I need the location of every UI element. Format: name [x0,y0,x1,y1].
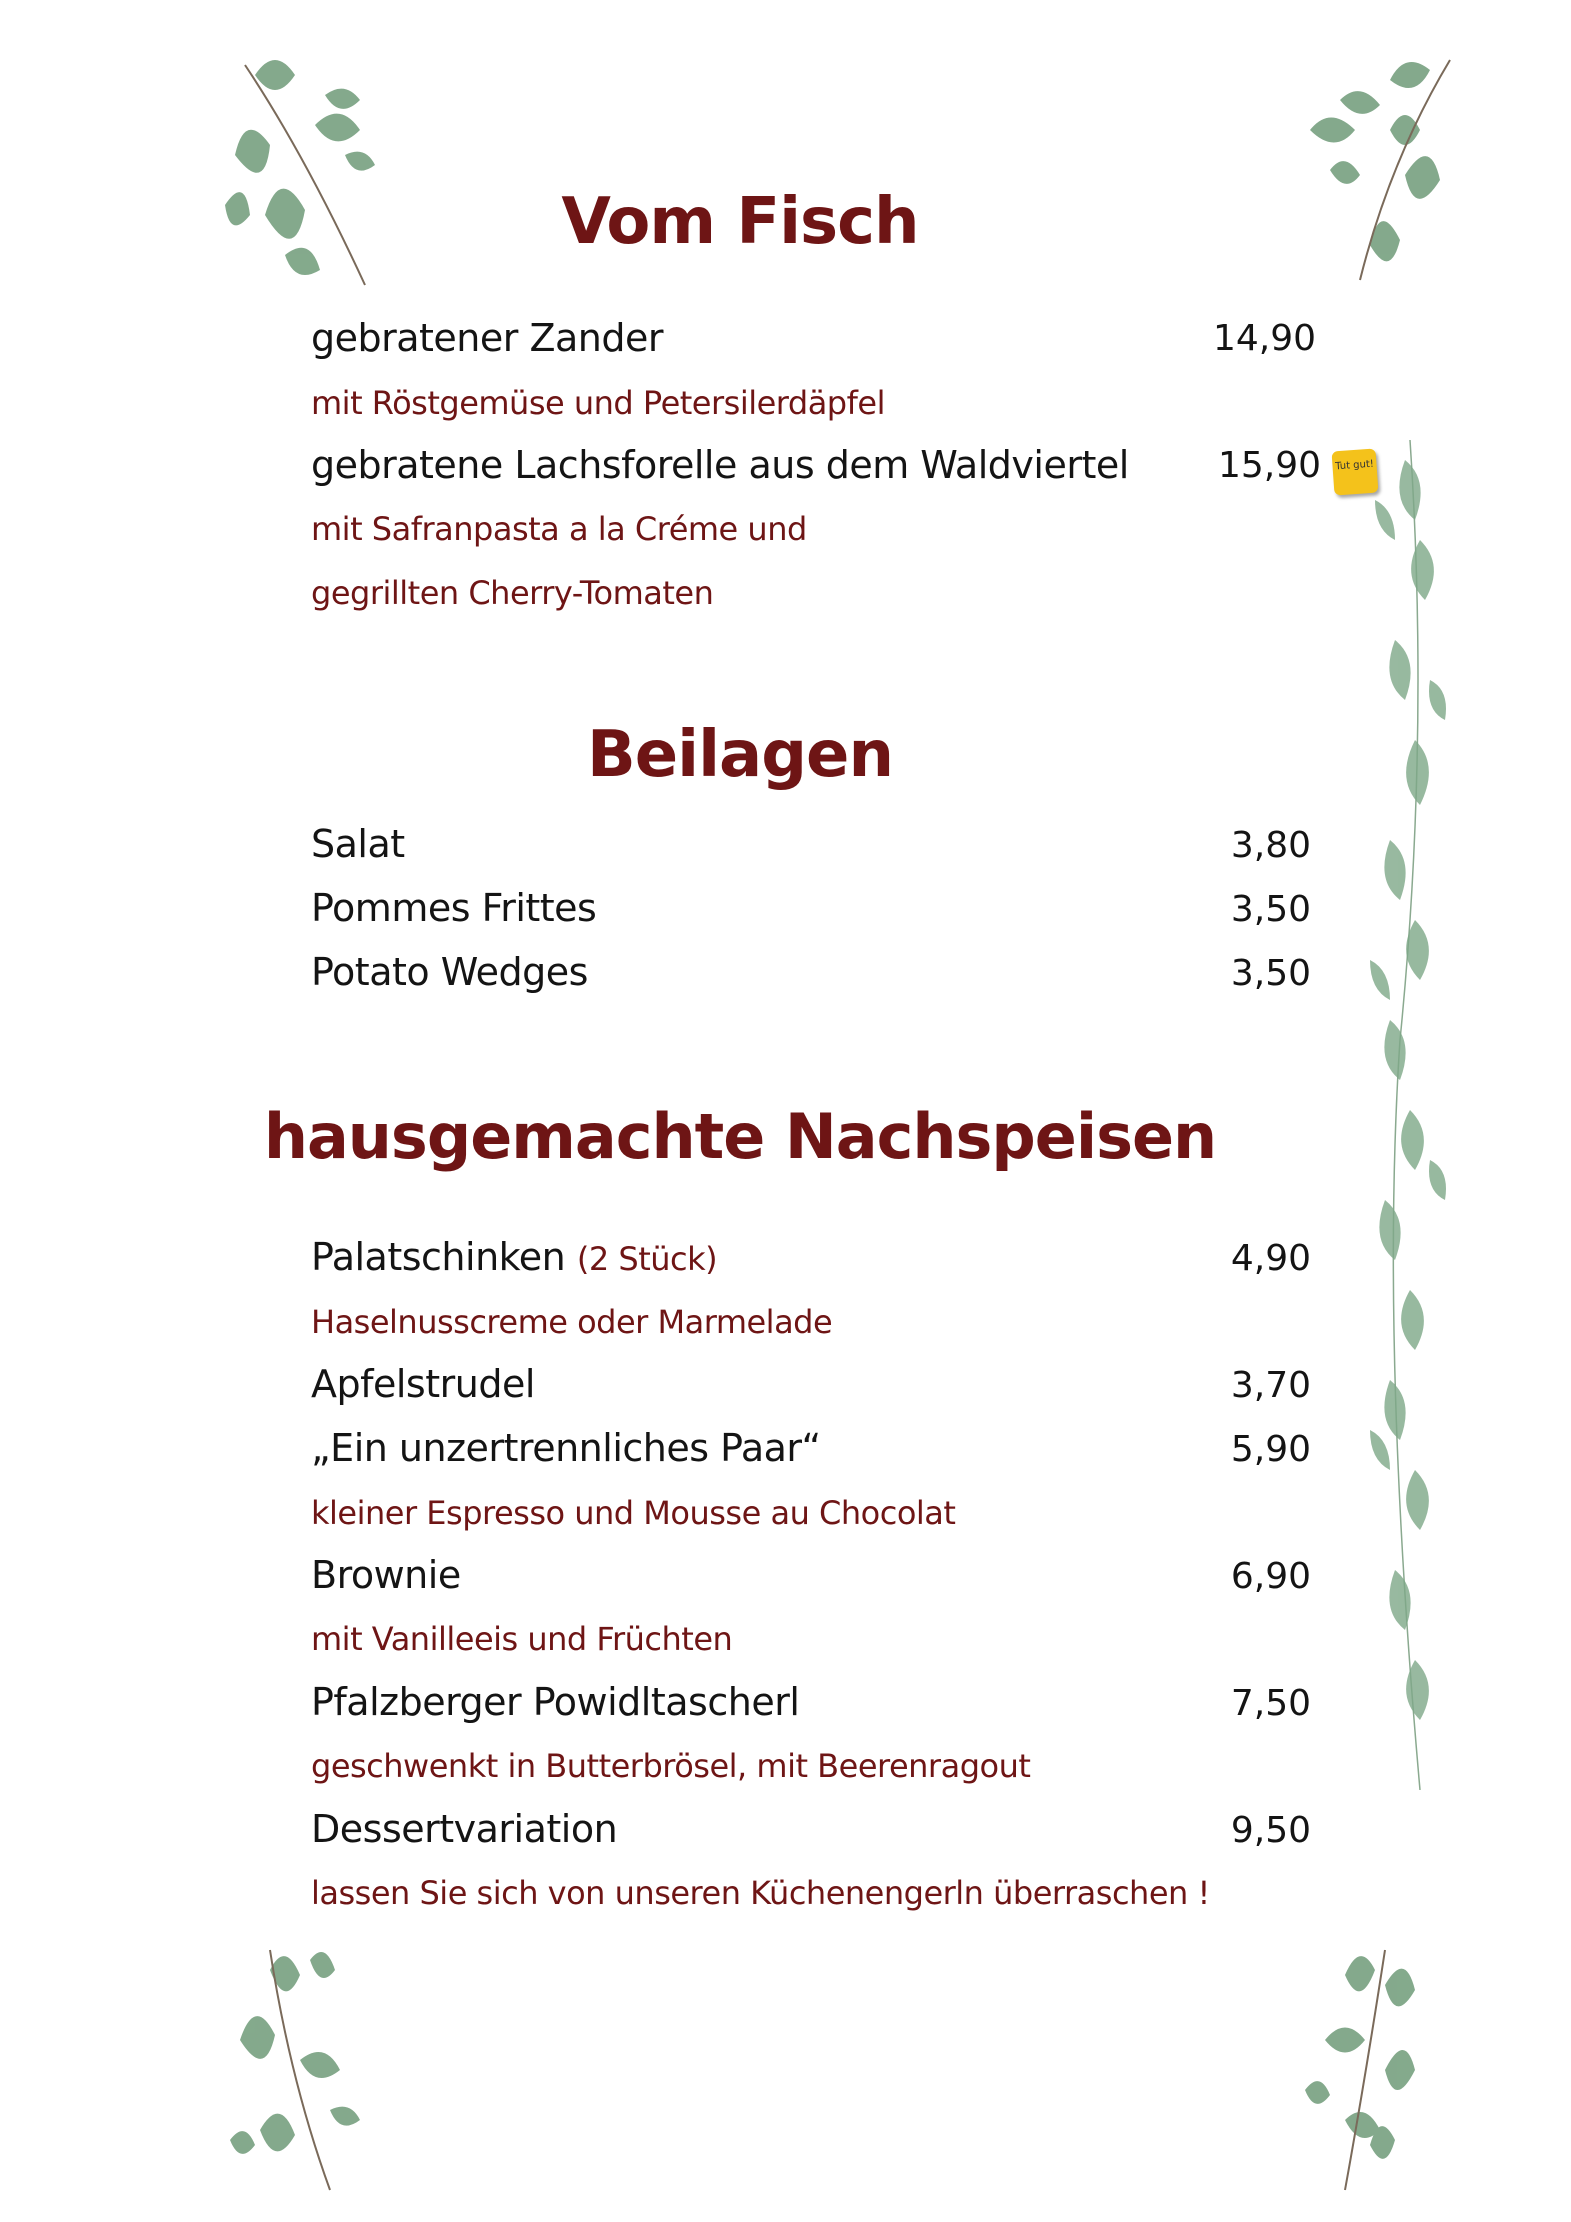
menu-item-price: 14,90 [1212,318,1316,359]
tut-gut-badge-icon: Tut gut! [1332,449,1379,496]
menu-item-price: 5,90 [1230,1429,1311,1470]
menu-item-price: 3,80 [1230,825,1311,866]
menu-item-description: lassen Sie sich von unseren Küchenengerln überraschen ! [311,1874,1210,1912]
menu-item-name: Pfalzberger Powidltascherl [311,1680,800,1724]
section-title-fisch: Vom Fisch [561,185,919,259]
menu-item-name [311,1235,717,1279]
menu-item-price: 3,50 [1230,889,1311,930]
menu-item-description: kleiner Espresso und Mousse au Chocolat [311,1494,956,1532]
menu-item-price: 4,90 [1230,1238,1311,1279]
menu-item-name: Dessertvariation [311,1807,618,1851]
menu-item-name-text: Palatschinken [311,1235,566,1279]
menu-item-name: gebratener Zander [311,316,663,360]
menu-item-price: 15,90 [1217,445,1321,486]
leaf-cluster-bottom-right-icon [1265,1940,1465,2200]
menu-item-portion: (2 Stück) [576,1240,718,1278]
menu-item-description: mit Röstgemüse und Petersilerdäpfel [311,384,885,422]
menu-item-price: 6,90 [1230,1556,1311,1597]
leaf-cluster-bottom-left-icon [210,1940,410,2200]
menu-item-name: Potato Wedges [311,950,588,994]
menu-item-price: 3,70 [1230,1365,1311,1406]
menu-item-description: geschwenkt in Butterbrösel, mit Beerenragout [311,1747,1031,1785]
menu-item-name: gebratene Lachsforelle aus dem Waldviertel [311,443,1129,487]
menu-item-description: mit Safranpasta a la Créme und [311,510,807,548]
menu-item-price: 7,50 [1230,1683,1311,1724]
menu-item-name: Pommes Frittes [311,886,597,930]
menu-item-price: 3,50 [1230,953,1311,994]
section-title-beilagen: Beilagen [586,718,894,792]
menu-item-description: gegrillten Cherry-Tomaten [311,574,714,612]
section-title-nachspeisen: hausgemachte Nachspeisen [263,1100,1217,1173]
leaf-cluster-top-right-icon [1270,40,1470,300]
menu-item-name: „Ein unzertrennliches Paar“ [311,1426,821,1470]
menu-item-name: Salat [311,822,405,866]
menu-item-price: 9,50 [1230,1810,1311,1851]
menu-item-name: Apfelstrudel [311,1362,535,1406]
menu-item-name: Brownie [311,1553,461,1597]
menu-item-description: mit Vanilleeis und Früchten [311,1620,733,1658]
menu-item-description: Haselnusscreme oder Marmelade [311,1303,833,1341]
